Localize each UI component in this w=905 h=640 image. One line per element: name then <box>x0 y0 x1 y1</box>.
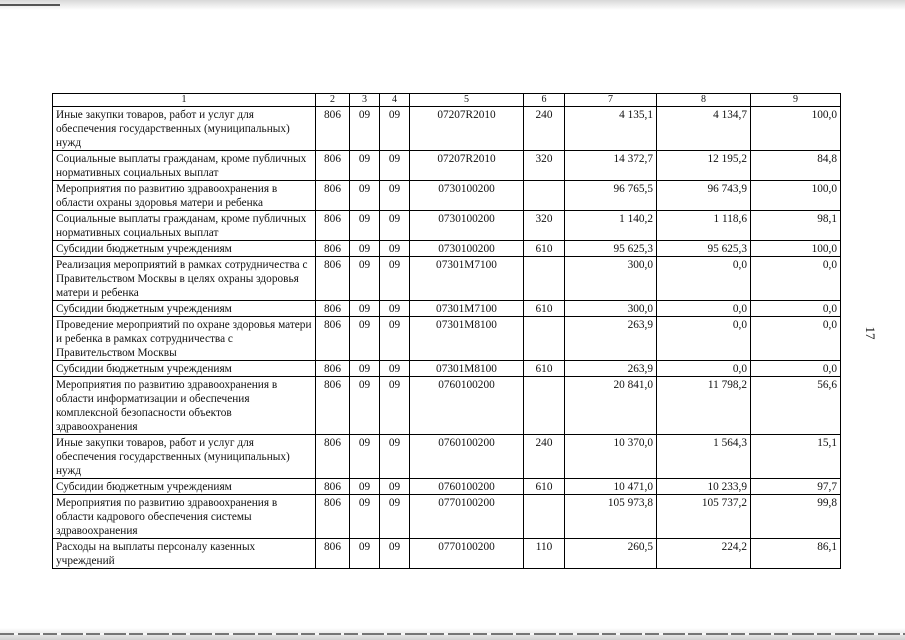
row-ved-code: 806 <box>316 241 350 257</box>
row-subsection: 09 <box>380 257 410 301</box>
table-row <box>53 301 841 317</box>
row-subsection: 09 <box>380 211 410 241</box>
row-subsection: 09 <box>380 495 410 539</box>
row-ved-code: 806 <box>316 181 350 211</box>
row-expense-type: 610 <box>524 479 565 495</box>
row-target-article: 07301M8100 <box>410 361 524 377</box>
row-section: 09 <box>350 107 380 151</box>
row-name: Иные закупки товаров, работ и услуг для обеспечения государственных (муниципальных) нужд <box>53 435 316 479</box>
table-row <box>53 151 841 181</box>
row-planned-amount: 10 370,0 <box>565 435 657 479</box>
row-ved-code: 806 <box>316 151 350 181</box>
row-target-article: 0760100200 <box>410 377 524 435</box>
row-execution-percent: 100,0 <box>751 107 841 151</box>
scan-bottom-mark <box>0 633 905 635</box>
row-subsection: 09 <box>380 317 410 361</box>
table-row <box>53 361 841 377</box>
row-ved-code: 806 <box>316 435 350 479</box>
row-actual-amount: 0,0 <box>657 301 751 317</box>
row-execution-percent: 100,0 <box>751 181 841 211</box>
row-planned-amount: 263,9 <box>565 317 657 361</box>
row-planned-amount: 105 973,8 <box>565 495 657 539</box>
row-planned-amount: 14 372,7 <box>565 151 657 181</box>
table-row <box>53 539 841 569</box>
row-target-article: 07301M8100 <box>410 317 524 361</box>
row-execution-percent: 99,8 <box>751 495 841 539</box>
row-expense-type: 320 <box>524 211 565 241</box>
row-section: 09 <box>350 241 380 257</box>
row-execution-percent: 0,0 <box>751 301 841 317</box>
row-actual-amount: 0,0 <box>657 361 751 377</box>
row-planned-amount: 96 765,5 <box>565 181 657 211</box>
row-target-article: 0730100200 <box>410 241 524 257</box>
row-name: Реализация мероприятий в рамках сотрудничества с Правительством Москвы в целях охраны здоровья матери и ребенка <box>53 257 316 301</box>
row-subsection: 09 <box>380 377 410 435</box>
row-ved-code: 806 <box>316 479 350 495</box>
header-col-2: 2 <box>316 94 350 107</box>
header-col-8: 8 <box>657 94 751 107</box>
header-col-7: 7 <box>565 94 657 107</box>
row-ved-code: 806 <box>316 377 350 435</box>
row-ved-code: 806 <box>316 257 350 301</box>
row-execution-percent: 97,7 <box>751 479 841 495</box>
row-name: Расходы на выплаты персоналу казенных учреждений <box>53 539 316 569</box>
row-planned-amount: 1 140,2 <box>565 211 657 241</box>
table-row <box>53 181 841 211</box>
row-name: Социальные выплаты гражданам, кроме публичных нормативных социальных выплат <box>53 151 316 181</box>
row-name: Субсидии бюджетным учреждениям <box>53 479 316 495</box>
row-planned-amount: 300,0 <box>565 301 657 317</box>
row-actual-amount: 0,0 <box>657 257 751 301</box>
row-actual-amount: 4 134,7 <box>657 107 751 151</box>
row-section: 09 <box>350 361 380 377</box>
header-col-9: 9 <box>751 94 841 107</box>
row-section: 09 <box>350 377 380 435</box>
row-expense-type <box>524 495 565 539</box>
row-ved-code: 806 <box>316 211 350 241</box>
header-col-3: 3 <box>350 94 380 107</box>
row-actual-amount: 105 737,2 <box>657 495 751 539</box>
row-actual-amount: 95 625,3 <box>657 241 751 257</box>
budget-table <box>52 93 841 569</box>
row-subsection: 09 <box>380 107 410 151</box>
row-section: 09 <box>350 301 380 317</box>
row-expense-type: 240 <box>524 107 565 151</box>
row-execution-percent: 0,0 <box>751 361 841 377</box>
row-execution-percent: 0,0 <box>751 317 841 361</box>
row-name: Субсидии бюджетным учреждениям <box>53 301 316 317</box>
row-target-article: 0760100200 <box>410 435 524 479</box>
row-ved-code: 806 <box>316 361 350 377</box>
table-row <box>53 495 841 539</box>
row-ved-code: 806 <box>316 107 350 151</box>
row-execution-percent: 84,8 <box>751 151 841 181</box>
row-subsection: 09 <box>380 361 410 377</box>
row-execution-percent: 15,1 <box>751 435 841 479</box>
row-planned-amount: 263,9 <box>565 361 657 377</box>
row-section: 09 <box>350 181 380 211</box>
row-subsection: 09 <box>380 479 410 495</box>
row-target-article: 07301M7100 <box>410 257 524 301</box>
row-planned-amount: 300,0 <box>565 257 657 301</box>
row-expense-type <box>524 317 565 361</box>
page-number: 17 <box>863 326 878 340</box>
row-section: 09 <box>350 479 380 495</box>
row-section: 09 <box>350 211 380 241</box>
row-name: Иные закупки товаров, работ и услуг для обеспечения государственных (муниципальных) нужд <box>53 107 316 151</box>
row-section: 09 <box>350 435 380 479</box>
row-subsection: 09 <box>380 151 410 181</box>
row-name: Проведение мероприятий по охране здоровья матери и ребенка в рамках сотрудничества с Правительством Москвы <box>53 317 316 361</box>
row-expense-type: 610 <box>524 301 565 317</box>
row-target-article: 0770100200 <box>410 495 524 539</box>
table-row <box>53 257 841 301</box>
row-ved-code: 806 <box>316 317 350 361</box>
row-target-article: 07207R2010 <box>410 107 524 151</box>
row-actual-amount: 10 233,9 <box>657 479 751 495</box>
table-row <box>53 211 841 241</box>
row-section: 09 <box>350 539 380 569</box>
row-planned-amount: 4 135,1 <box>565 107 657 151</box>
row-actual-amount: 0,0 <box>657 317 751 361</box>
scan-top-mark <box>0 4 60 6</box>
row-target-article: 0730100200 <box>410 181 524 211</box>
header-col-6: 6 <box>524 94 565 107</box>
row-name: Мероприятия по развитию здравоохранения в области охраны здоровья матери и ребенка <box>53 181 316 211</box>
row-expense-type <box>524 377 565 435</box>
header-col-1: 1 <box>53 94 316 107</box>
row-ved-code: 806 <box>316 539 350 569</box>
table-row <box>53 241 841 257</box>
row-actual-amount: 12 195,2 <box>657 151 751 181</box>
row-subsection: 09 <box>380 435 410 479</box>
row-actual-amount: 224,2 <box>657 539 751 569</box>
row-execution-percent: 86,1 <box>751 539 841 569</box>
row-name: Субсидии бюджетным учреждениям <box>53 241 316 257</box>
table-row <box>53 317 841 361</box>
row-target-article: 0770100200 <box>410 539 524 569</box>
table-body <box>53 107 841 569</box>
row-name: Социальные выплаты гражданам, кроме публичных нормативных социальных выплат <box>53 211 316 241</box>
header-col-4: 4 <box>380 94 410 107</box>
row-section: 09 <box>350 151 380 181</box>
row-subsection: 09 <box>380 301 410 317</box>
row-expense-type <box>524 257 565 301</box>
row-expense-type: 240 <box>524 435 565 479</box>
row-ved-code: 806 <box>316 495 350 539</box>
row-execution-percent: 56,6 <box>751 377 841 435</box>
row-expense-type: 610 <box>524 361 565 377</box>
row-subsection: 09 <box>380 539 410 569</box>
table-header-row <box>53 94 841 107</box>
scan-top-edge <box>0 0 905 10</box>
row-section: 09 <box>350 257 380 301</box>
row-planned-amount: 95 625,3 <box>565 241 657 257</box>
row-ved-code: 806 <box>316 301 350 317</box>
row-subsection: 09 <box>380 241 410 257</box>
table-row <box>53 435 841 479</box>
row-subsection: 09 <box>380 181 410 211</box>
row-target-article: 07301M7100 <box>410 301 524 317</box>
row-target-article: 0760100200 <box>410 479 524 495</box>
table-row <box>53 479 841 495</box>
row-execution-percent: 0,0 <box>751 257 841 301</box>
row-name: Мероприятия по развитию здравоохранения в области информатизации и обеспечения комплексной безопасности объектов здравоохранения <box>53 377 316 435</box>
row-name: Субсидии бюджетным учреждениям <box>53 361 316 377</box>
row-target-article: 07207R2010 <box>410 151 524 181</box>
row-actual-amount: 11 798,2 <box>657 377 751 435</box>
row-planned-amount: 10 471,0 <box>565 479 657 495</box>
row-expense-type <box>524 181 565 211</box>
row-execution-percent: 98,1 <box>751 211 841 241</box>
row-section: 09 <box>350 495 380 539</box>
row-actual-amount: 1 564,3 <box>657 435 751 479</box>
row-expense-type: 320 <box>524 151 565 181</box>
header-col-5: 5 <box>410 94 524 107</box>
row-actual-amount: 96 743,9 <box>657 181 751 211</box>
table-row <box>53 107 841 151</box>
row-section: 09 <box>350 317 380 361</box>
row-execution-percent: 100,0 <box>751 241 841 257</box>
row-expense-type: 110 <box>524 539 565 569</box>
table-row <box>53 377 841 435</box>
row-actual-amount: 1 118,6 <box>657 211 751 241</box>
row-target-article: 0730100200 <box>410 211 524 241</box>
row-expense-type: 610 <box>524 241 565 257</box>
row-planned-amount: 260,5 <box>565 539 657 569</box>
row-planned-amount: 20 841,0 <box>565 377 657 435</box>
row-name: Мероприятия по развитию здравоохранения в области кадрового обеспечения системы здравоохранения <box>53 495 316 539</box>
